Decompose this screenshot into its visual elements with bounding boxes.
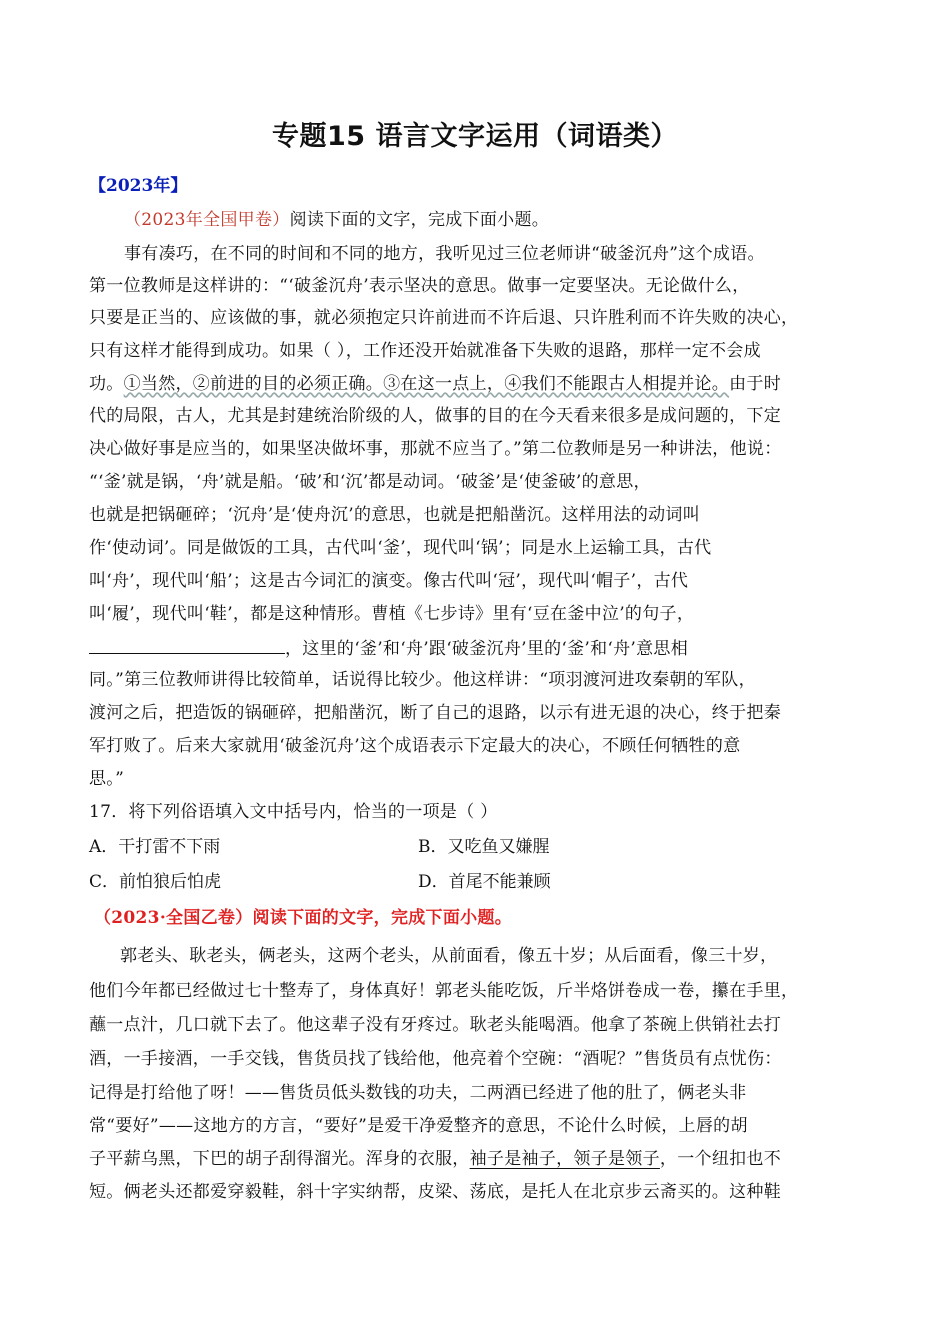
passage2-line: 短。俩老头还都爱穿毅鞋，斜十字实纳帮，皮梁、荡底，是托人在北京步云斋买的。这种鞋 <box>89 1182 781 1202</box>
passage2-text: 子平薪乌黑，下巴的胡子刮得溜光。浑身的衣服， <box>89 1149 470 1169</box>
passage1-text: 功。 <box>89 374 124 394</box>
option-d[interactable]: D．首尾不能兼顾 <box>418 872 551 892</box>
passage1-line: 叫‘舟’，现代叫‘船’；这是古今词汇的演变。像古代叫‘冠’，现代叫‘帽子’，古代 <box>89 571 689 591</box>
passage1-line: 代的局限，古人，尤其是封建统治阶级的人，做事的目的在今天看来很多是成问题的，下定 <box>89 406 781 426</box>
fill-in-blank[interactable] <box>89 635 285 654</box>
q2-instruction: 阅读下面的文字，完成下面小题。 <box>252 908 513 928</box>
option-c[interactable]: C．前怕狼后怕虎 <box>89 872 222 892</box>
passage1-line: 同。”第三位教师讲得比较简单，话说得比较少。他这样讲：“项羽渡河进攻秦朝的军队， <box>89 670 756 690</box>
passage1-line: 军打败了。后来大家就用‘破釜沉舟’这个成语表示下定最大的决心，不顾任何牺牲的意 <box>89 736 741 756</box>
year-section-tag: 【2023年】 <box>89 176 188 196</box>
passage2-line: 蘸一点汁，几口就下去了。他这辈子没有牙疼过。耿老头能喝酒。他拿了茶碗上供销社去打 <box>89 1015 781 1035</box>
question-17: 17．将下列俗语填入文中括号内，恰当的一项是（ ） <box>89 802 498 822</box>
option-b[interactable]: B．又吃鱼又嫌腥 <box>418 837 550 857</box>
passage2-line <box>89 1147 869 1171</box>
passage2-line: 他们今年都已经做过七十整寿了，身体真好！郭老头能吃饭，斤半烙饼卷成一卷，攥在手里， <box>89 981 799 1001</box>
passage1-line: 决心做好事是应当的，如果坚决做坏事，那就不应当了。”第二位教师是另一种讲法，他说： <box>89 439 782 459</box>
page-title: 专题15 语言文字运用（词语类） <box>272 121 678 152</box>
passage1-line: 只要是正当的、应该做的事，就必须抱定只许前进而不许后退、只许胜利而不许失败的决心， <box>89 308 799 328</box>
passage1-line: 第一位教师是这样讲的：“‘破釜沉舟’表示坚决的意思。做事一定要坚决。无论做什么， <box>89 276 750 296</box>
q1-source: （2023年全国甲卷） <box>124 210 290 230</box>
passage1-line: “‘釜’就是锅，‘舟’就是船。‘破’和‘沉’都是动词。‘破釜’是‘使釜破’的意思， <box>89 472 651 492</box>
passage1-line <box>89 372 869 396</box>
passage1-text: 由于时 <box>729 374 782 394</box>
passage1-line: 作‘使动词’。同是做饭的工具，古代叫‘釜’，现代叫‘锅’；同是水上运输工具，古代 <box>89 538 712 558</box>
passage2-text: ，一个纽扣也不 <box>659 1149 782 1169</box>
passage1-text: ，这里的‘釜’和‘舟’跟‘破釜沉舟’里的‘釜’和‘舟’意思相 <box>285 639 689 659</box>
passage2-line: 郭老头、耿老头，俩老头，这两个老头，从前面看，像五十岁；从后面看，像三十岁， <box>120 946 778 966</box>
q2-source: （2023·全国乙卷） <box>94 908 253 928</box>
q1-header <box>124 208 904 232</box>
wavy-underlined-sentence: ①当然，②前进的目的必须正确。③在这一点上，④我们不能跟古人相提并论。 <box>123 374 730 394</box>
q2-header <box>94 906 874 930</box>
passage1-line: 事有凑巧，在不同的时间和不同的地方，我听见过三位老师讲“破釜沉舟”这个成语。 <box>124 244 765 264</box>
passage1-line: 叫‘履’，现代叫‘鞋’，都是这种情形。曹植《七步诗》里有‘豆在釜中泣’的句子， <box>89 604 695 624</box>
passage1-line: 思。” <box>89 769 125 789</box>
passage2-line: 常“要好”——这地方的方言，“要好”是爱干净爱整齐的意思，不论什么时候，上唇的胡 <box>89 1116 748 1136</box>
passage1-line: 只有这样才能得到成功。如果（ ），工作还没开始就准备下失败的退路，那样一定不会成 <box>89 341 761 361</box>
underlined-phrase: 袖子是袖子，领子是领子 <box>469 1149 660 1169</box>
option-a[interactable]: A．干打雷不下雨 <box>89 837 221 857</box>
q1-instruction: 阅读下面的文字，完成下面小题。 <box>289 210 550 230</box>
passage2-line: 记得是打给他了呀！——售货员低头数钱的功夫，二两酒已经进了他的肚了，俩老头非 <box>89 1083 747 1103</box>
passage1-line: 渡河之后，把造饭的锅砸碎，把船凿沉，断了自己的退路，以示有进无退的决心，终于把秦 <box>89 703 781 723</box>
passage1-line: 也就是把锅砸碎；‘沉舟’是‘使舟沉’的意思，也就是把船凿沉。这样用法的动词叫 <box>89 505 701 525</box>
passage2-line: 酒，一手接酒，一手交钱，售货员找了钱给他，他亮着个空碗：“酒呢？”售货员有点忧伤： <box>89 1049 782 1069</box>
passage1-line <box>89 635 869 661</box>
